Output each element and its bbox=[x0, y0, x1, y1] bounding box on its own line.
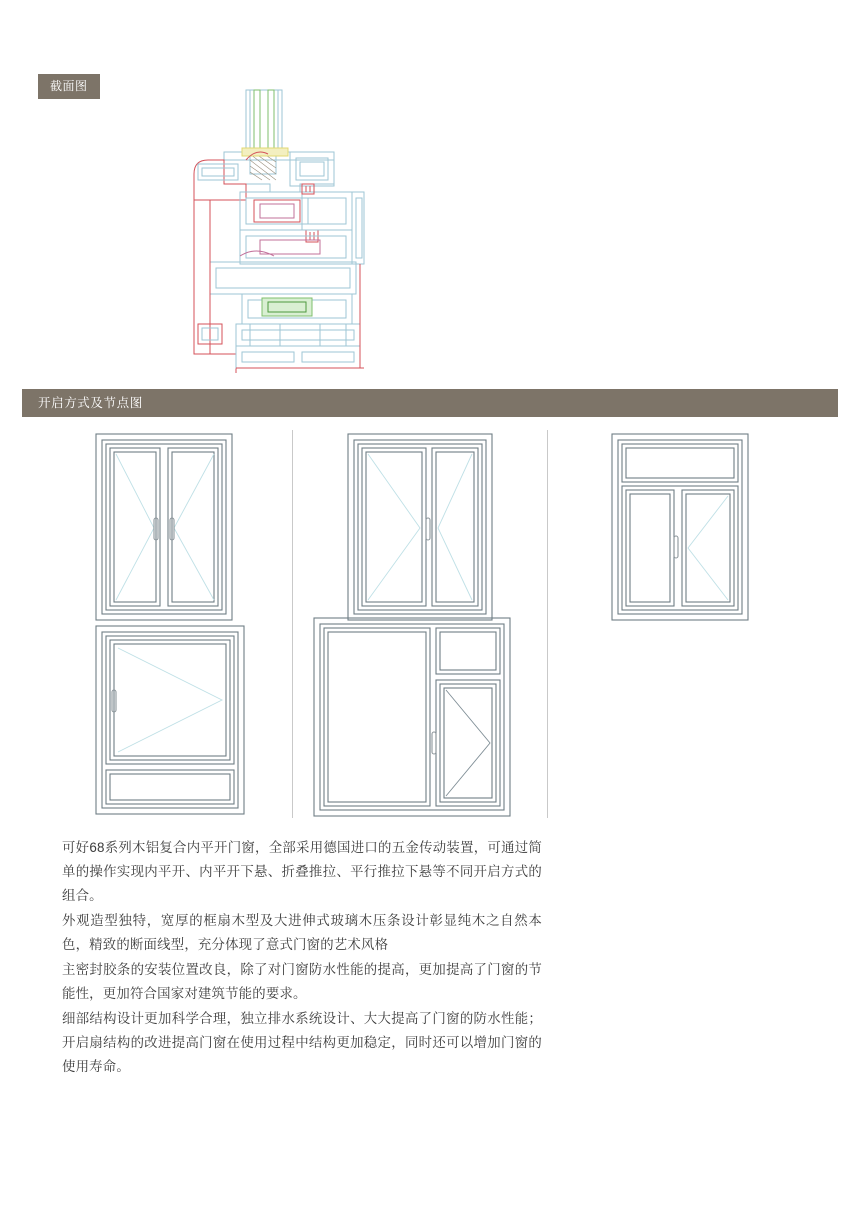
section-label-cross-section: 截面图 bbox=[38, 74, 100, 99]
column-divider-2 bbox=[547, 430, 548, 818]
column-divider-1 bbox=[292, 430, 293, 818]
window-figure-2 bbox=[346, 432, 494, 622]
section-band-opening bbox=[22, 389, 838, 417]
window-figure-3 bbox=[610, 432, 750, 622]
window-figure-1 bbox=[94, 432, 234, 622]
window-figure-5 bbox=[312, 616, 512, 818]
body-paragraph-3: 主密封胶条的安装位置改良，除了对门窗防水性能的提高，更加提高了门窗的节能性，更加符合国家对建筑节能的要求。 bbox=[62, 962, 542, 1001]
window-figure-4 bbox=[94, 624, 246, 816]
body-paragraph-2: 外观造型独特，宽厚的框扇木型及大进伸式玻璃木压条设计彰显纯木之自然本色，精致的断面线型，充分体现了意式门窗的艺术风格 bbox=[62, 913, 542, 952]
window-diagram-grid bbox=[60, 426, 800, 826]
body-copy bbox=[62, 836, 542, 1080]
section-label-opening: 开启方式及节点图 bbox=[38, 396, 143, 410]
cross-section-drawing bbox=[150, 88, 410, 373]
body-paragraph-1: 可好68系列木铝复合内平开门窗，全部采用德国进口的五金传动装置，可通过简单的操作实现内平开、内平开下悬、折叠推拉、平行推拉下悬等不同开启方式的组合。 bbox=[62, 840, 542, 903]
body-paragraph-4: 细部结构设计更加科学合理，独立排水系统设计、大大提高了门窗的防水性能；开启扇结构的改进提高门窗在使用过程中结构更加稳定，同时还可以增加门窗的使用寿命。 bbox=[62, 1011, 542, 1074]
